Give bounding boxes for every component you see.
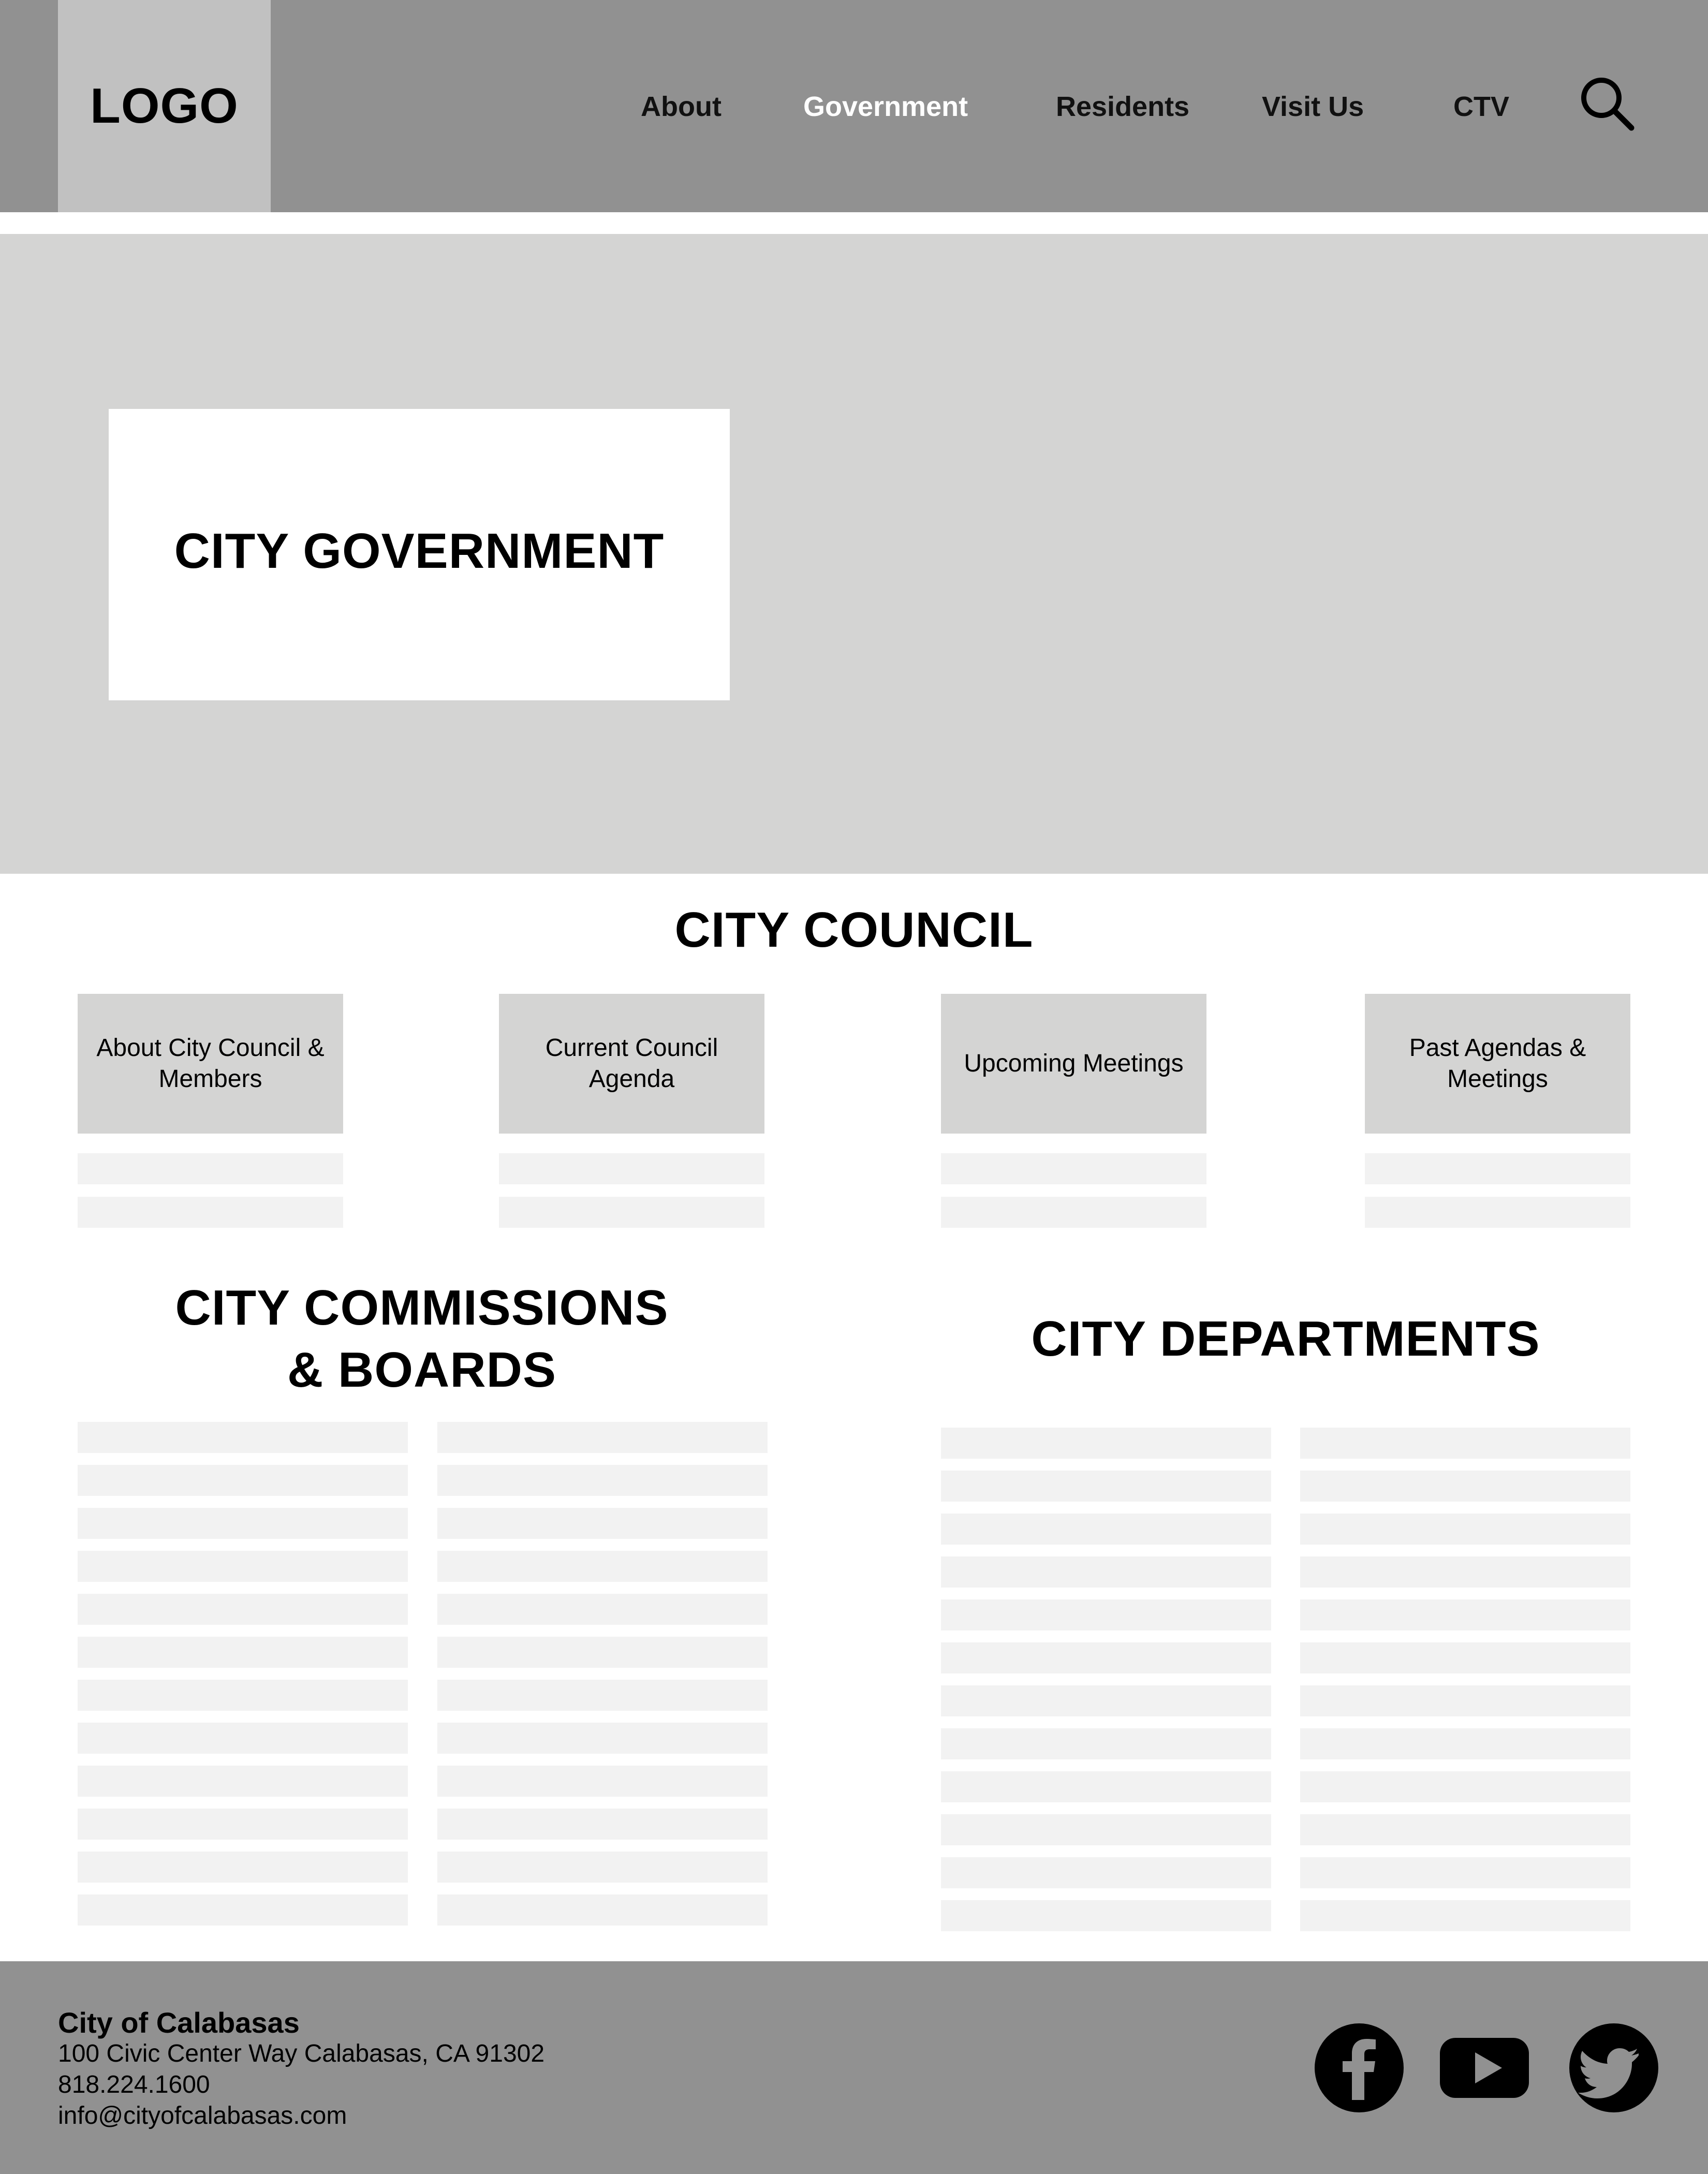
commission-list-item[interactable] bbox=[78, 1723, 408, 1754]
department-list-item[interactable] bbox=[1300, 1471, 1630, 1502]
council-card-upcoming-meetings[interactable] bbox=[941, 994, 1206, 1134]
council-card-label: Upcoming Meetings bbox=[964, 1050, 1184, 1077]
department-list-item[interactable] bbox=[941, 1642, 1271, 1673]
department-list-item[interactable] bbox=[941, 1814, 1271, 1845]
commission-list-item[interactable] bbox=[437, 1637, 768, 1668]
footer-email[interactable]: info@cityofcalabasas.com bbox=[58, 2102, 347, 2129]
commission-list-item[interactable] bbox=[437, 1551, 768, 1582]
department-list-item[interactable] bbox=[941, 1471, 1271, 1502]
commission-list-item[interactable] bbox=[437, 1422, 768, 1453]
city-council-heading: CITY COUNCIL bbox=[674, 902, 1034, 958]
council-card-label: About City Council & Members bbox=[96, 1034, 325, 1093]
council-card-label: Current Council Agenda bbox=[545, 1034, 718, 1093]
department-list-item[interactable] bbox=[1300, 1514, 1630, 1545]
department-list-item[interactable] bbox=[941, 1771, 1271, 1802]
department-list-item[interactable] bbox=[1300, 1814, 1630, 1845]
department-list-item[interactable] bbox=[1300, 1642, 1630, 1673]
placeholder-link[interactable] bbox=[499, 1153, 764, 1184]
department-list-item[interactable] bbox=[1300, 1900, 1630, 1931]
department-list-item[interactable] bbox=[941, 1556, 1271, 1588]
youtube-icon[interactable] bbox=[1439, 2022, 1530, 2113]
commission-list-item[interactable] bbox=[78, 1551, 408, 1582]
footer-phone[interactable]: 818.224.1600 bbox=[58, 2071, 210, 2098]
placeholder-link[interactable] bbox=[499, 1197, 764, 1228]
commission-list-item[interactable] bbox=[437, 1894, 768, 1926]
commission-list-item[interactable] bbox=[437, 1508, 768, 1539]
commission-list-item[interactable] bbox=[78, 1894, 408, 1926]
department-list-item[interactable] bbox=[1300, 1771, 1630, 1802]
department-list-item[interactable] bbox=[1300, 1857, 1630, 1888]
commission-list-item[interactable] bbox=[437, 1465, 768, 1496]
commission-list-item[interactable] bbox=[437, 1809, 768, 1840]
commission-list-item[interactable] bbox=[78, 1465, 408, 1496]
department-list-item[interactable] bbox=[941, 1428, 1271, 1459]
departments-heading: CITY DEPARTMENTS bbox=[1031, 1311, 1540, 1367]
department-list-item[interactable] bbox=[941, 1599, 1271, 1630]
footer-org-name: City of Calabasas bbox=[58, 2006, 300, 2039]
page-title: CITY GOVERNMENT bbox=[174, 523, 665, 579]
council-card-about[interactable] bbox=[78, 994, 343, 1134]
facebook-icon[interactable] bbox=[1314, 2022, 1405, 2113]
commission-list-item[interactable] bbox=[437, 1723, 768, 1754]
nav-ctv[interactable]: CTV bbox=[1453, 91, 1509, 122]
commissions-heading-line1: CITY COMMISSIONS bbox=[175, 1280, 669, 1335]
council-card-past-agendas[interactable] bbox=[1365, 994, 1630, 1134]
placeholder-link[interactable] bbox=[1365, 1197, 1630, 1228]
logo-text: LOGO bbox=[90, 78, 239, 134]
commissions-heading-line2: & BOARDS bbox=[287, 1342, 556, 1398]
placeholder-link[interactable] bbox=[78, 1153, 343, 1184]
commission-list-item[interactable] bbox=[78, 1766, 408, 1797]
nav-visit-us[interactable]: Visit Us bbox=[1262, 91, 1364, 122]
department-list-item[interactable] bbox=[941, 1857, 1271, 1888]
council-card-label: Past Agendas & Meetings bbox=[1409, 1034, 1586, 1093]
commission-list-item[interactable] bbox=[437, 1594, 768, 1625]
commission-list-item[interactable] bbox=[78, 1508, 408, 1539]
commission-list-item[interactable] bbox=[78, 1852, 408, 1883]
commission-list-item[interactable] bbox=[437, 1852, 768, 1883]
nav-government[interactable]: Government bbox=[803, 91, 968, 122]
commission-list-item[interactable] bbox=[78, 1594, 408, 1625]
nav-about[interactable]: About bbox=[641, 91, 722, 122]
department-list-item[interactable] bbox=[1300, 1599, 1630, 1630]
department-list-item[interactable] bbox=[1300, 1556, 1630, 1588]
commission-list-item[interactable] bbox=[437, 1680, 768, 1711]
commission-list-item[interactable] bbox=[78, 1637, 408, 1668]
placeholder-link[interactable] bbox=[1365, 1153, 1630, 1184]
placeholder-link[interactable] bbox=[941, 1153, 1206, 1184]
department-list-item[interactable] bbox=[1300, 1728, 1630, 1759]
search-icon[interactable] bbox=[1579, 75, 1636, 132]
department-list-item[interactable] bbox=[941, 1900, 1271, 1931]
commission-list-item[interactable] bbox=[78, 1809, 408, 1840]
twitter-icon[interactable] bbox=[1568, 2022, 1659, 2113]
commission-list-item[interactable] bbox=[437, 1766, 768, 1797]
department-list-item[interactable] bbox=[1300, 1685, 1630, 1716]
commissions-heading bbox=[78, 1277, 766, 1401]
department-list-item[interactable] bbox=[941, 1728, 1271, 1759]
footer-address: 100 Civic Center Way Calabasas, CA 91302 bbox=[58, 2040, 545, 2067]
department-list-item[interactable] bbox=[1300, 1428, 1630, 1459]
department-list-item[interactable] bbox=[941, 1514, 1271, 1545]
nav-residents[interactable]: Residents bbox=[1056, 91, 1190, 122]
commission-list-item[interactable] bbox=[78, 1680, 408, 1711]
placeholder-link[interactable] bbox=[941, 1197, 1206, 1228]
council-card-current-agenda[interactable] bbox=[499, 994, 764, 1134]
department-list-item[interactable] bbox=[941, 1685, 1271, 1716]
placeholder-link[interactable] bbox=[78, 1197, 343, 1228]
commission-list-item[interactable] bbox=[78, 1422, 408, 1453]
